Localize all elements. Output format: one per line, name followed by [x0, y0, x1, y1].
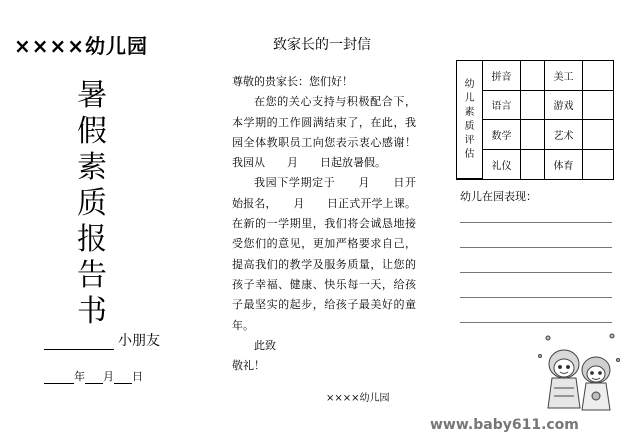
subject-label: 数学 [483, 120, 521, 150]
score-cell[interactable] [521, 120, 545, 150]
report-title-char: 素 [77, 150, 107, 185]
subject-label: 语言 [483, 91, 521, 121]
score-cell[interactable] [521, 150, 545, 180]
performance-line[interactable] [460, 247, 612, 248]
report-title [72, 78, 112, 330]
score-cell[interactable] [521, 91, 545, 121]
cartoon-children-illustration [534, 330, 624, 416]
letter-title: 致家长的一封信 [273, 37, 371, 53]
day-label: 日 [132, 370, 143, 383]
score-cell[interactable] [521, 61, 545, 91]
evaluation-table [456, 60, 614, 180]
child-name-blank[interactable] [44, 335, 114, 350]
report-title-char: 告 [77, 258, 107, 293]
subject-label: 游戏 [545, 91, 583, 121]
performance-label: 幼儿在园表现： [460, 190, 537, 203]
date-line [44, 368, 143, 384]
month-blank[interactable] [85, 371, 103, 384]
letter-greeting: 尊敬的贵家长：您们好！ [232, 75, 353, 88]
performance-line[interactable] [460, 322, 612, 323]
subject-label: 体育 [545, 150, 583, 180]
report-title-char: 报 [77, 222, 107, 257]
performance-line[interactable] [460, 222, 612, 223]
subject-label: 礼仪 [483, 150, 521, 180]
child-suffix: 小朋友 [118, 333, 160, 349]
letter-body [232, 72, 416, 376]
letter-paragraph: 在您的关心支持与积极配合下，本学期的工作圆满结束了，在此，我园全体教职员工向您表示衷心感谢！我园从 月 日起放暑假。 [232, 95, 416, 170]
year-label: 年 [74, 370, 85, 383]
report-title-char: 假 [77, 114, 107, 149]
header-char: 儿 [464, 92, 475, 104]
header-char: 估 [464, 148, 475, 160]
day-blank[interactable] [114, 371, 132, 384]
score-cell[interactable] [583, 91, 613, 121]
performance-line[interactable] [460, 272, 612, 273]
letter-closing: 敬礼！ [232, 359, 265, 373]
subject-label: 美工 [545, 61, 583, 91]
letter-closing: 此致 [254, 338, 276, 352]
kindergarten-name: ××××幼儿园 [14, 34, 149, 58]
report-title-char: 暑 [77, 78, 107, 113]
header-char: 评 [464, 134, 475, 146]
year-blank[interactable] [44, 371, 74, 384]
score-cell[interactable] [583, 120, 613, 150]
report-title-char: 书 [77, 294, 107, 329]
watermark: www.baby611.com [430, 417, 579, 433]
performance-line[interactable] [460, 297, 612, 298]
header-char: 素 [464, 106, 475, 118]
letter-paragraph: 我园下学期定于 月 日开始报名， 月 日正式开学上课。在新的一学期里，我们将会诚恳地接受您们的意见，更加严格要求自己，提高我们的教学及服务质量，让您的孩子幸福、健康、快乐每一天，给孩子最坚实的起步，给孩子最美好的童年。 [232, 176, 416, 332]
header-char: 质 [464, 120, 475, 132]
evaluation-header [457, 61, 483, 179]
score-cell[interactable] [583, 61, 613, 91]
month-label: 月 [103, 370, 114, 383]
score-cell[interactable] [583, 150, 613, 180]
subject-label: 拼音 [483, 61, 521, 91]
child-name-line [44, 330, 160, 350]
letter-signature: ××××幼儿园 [326, 393, 390, 404]
report-title-char: 质 [77, 186, 107, 221]
subject-label: 艺术 [545, 120, 583, 150]
header-char: 幼 [464, 78, 475, 90]
